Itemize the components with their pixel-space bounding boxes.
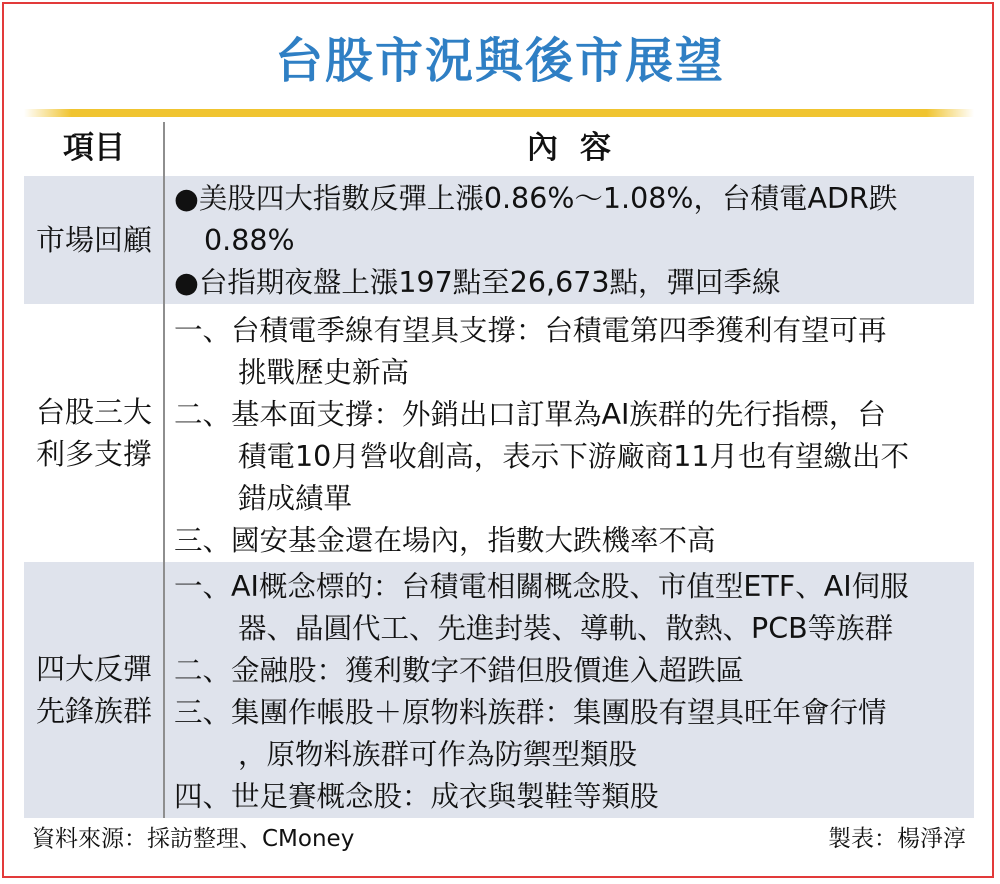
content-line: 二、基本面支撐：外銷出口訂單為AI族群的先行指標，台: [174, 398, 886, 431]
header-content: 內容: [527, 130, 633, 166]
section-content: [174, 178, 969, 304]
section-four-groups: [24, 562, 974, 818]
section-label: [24, 562, 164, 818]
table-header: [24, 120, 974, 176]
content-line: ，原物料族群可作為防禦型類股: [238, 738, 638, 771]
header-item: 項目: [63, 130, 125, 166]
title-divider: [24, 109, 974, 117]
section-content: [174, 566, 969, 818]
content-line: 積電10月營收創高，表示下游廠商11月也有望繳出不: [238, 440, 910, 473]
content-line: 三、國安基金還在場內，指數大跌機率不高: [174, 524, 716, 557]
label-line: 先鋒族群: [35, 694, 152, 728]
label-line: 四大反彈: [35, 652, 152, 686]
page-title: 台股市況與後市展望: [274, 33, 725, 89]
label-line: 台股三大: [35, 395, 152, 429]
content-line: 二、金融股：獲利數字不錯但股價進入超跌區: [174, 654, 745, 687]
section-three-supports: [24, 304, 974, 562]
content-line: 0.88%: [204, 224, 295, 257]
content-line: 四、世足賽概念股：成衣與製鞋等類股: [174, 780, 659, 813]
label-line: 市場回顧: [35, 223, 152, 257]
content-line: 一、AI概念標的：台積電相關概念股、市值型ETF、AI伺服: [174, 570, 909, 603]
content-line: 錯成績單: [238, 482, 353, 515]
content-line: 器、晶圓代工、先進封裝、導軌、散熱、PCB等族群: [238, 612, 894, 645]
content-line: ●台指期夜盤上漲197點至26,673點，彈回季線: [174, 266, 781, 299]
section-market-review: [24, 176, 974, 304]
section-content: [174, 310, 969, 562]
content-line: 挑戰歷史新高: [238, 356, 410, 389]
content-line: ●美股四大指數反彈上漲0.86%～1.08%，台積電ADR跌: [174, 182, 898, 215]
source-note: 資料來源：採訪整理、CMoney: [32, 826, 355, 852]
content-line: 三、集團作帳股＋原物料族群：集團股有望具旺年會行情: [174, 696, 887, 729]
section-label: [24, 304, 164, 562]
maker-note: 製表：楊淨淳: [828, 826, 966, 852]
section-label: [24, 176, 164, 304]
label-line: 利多支撐: [35, 437, 152, 471]
content-line: 一、台積電季線有望具支撐：台積電第四季獲利有望可再: [174, 314, 887, 347]
column-divider: [163, 122, 165, 818]
